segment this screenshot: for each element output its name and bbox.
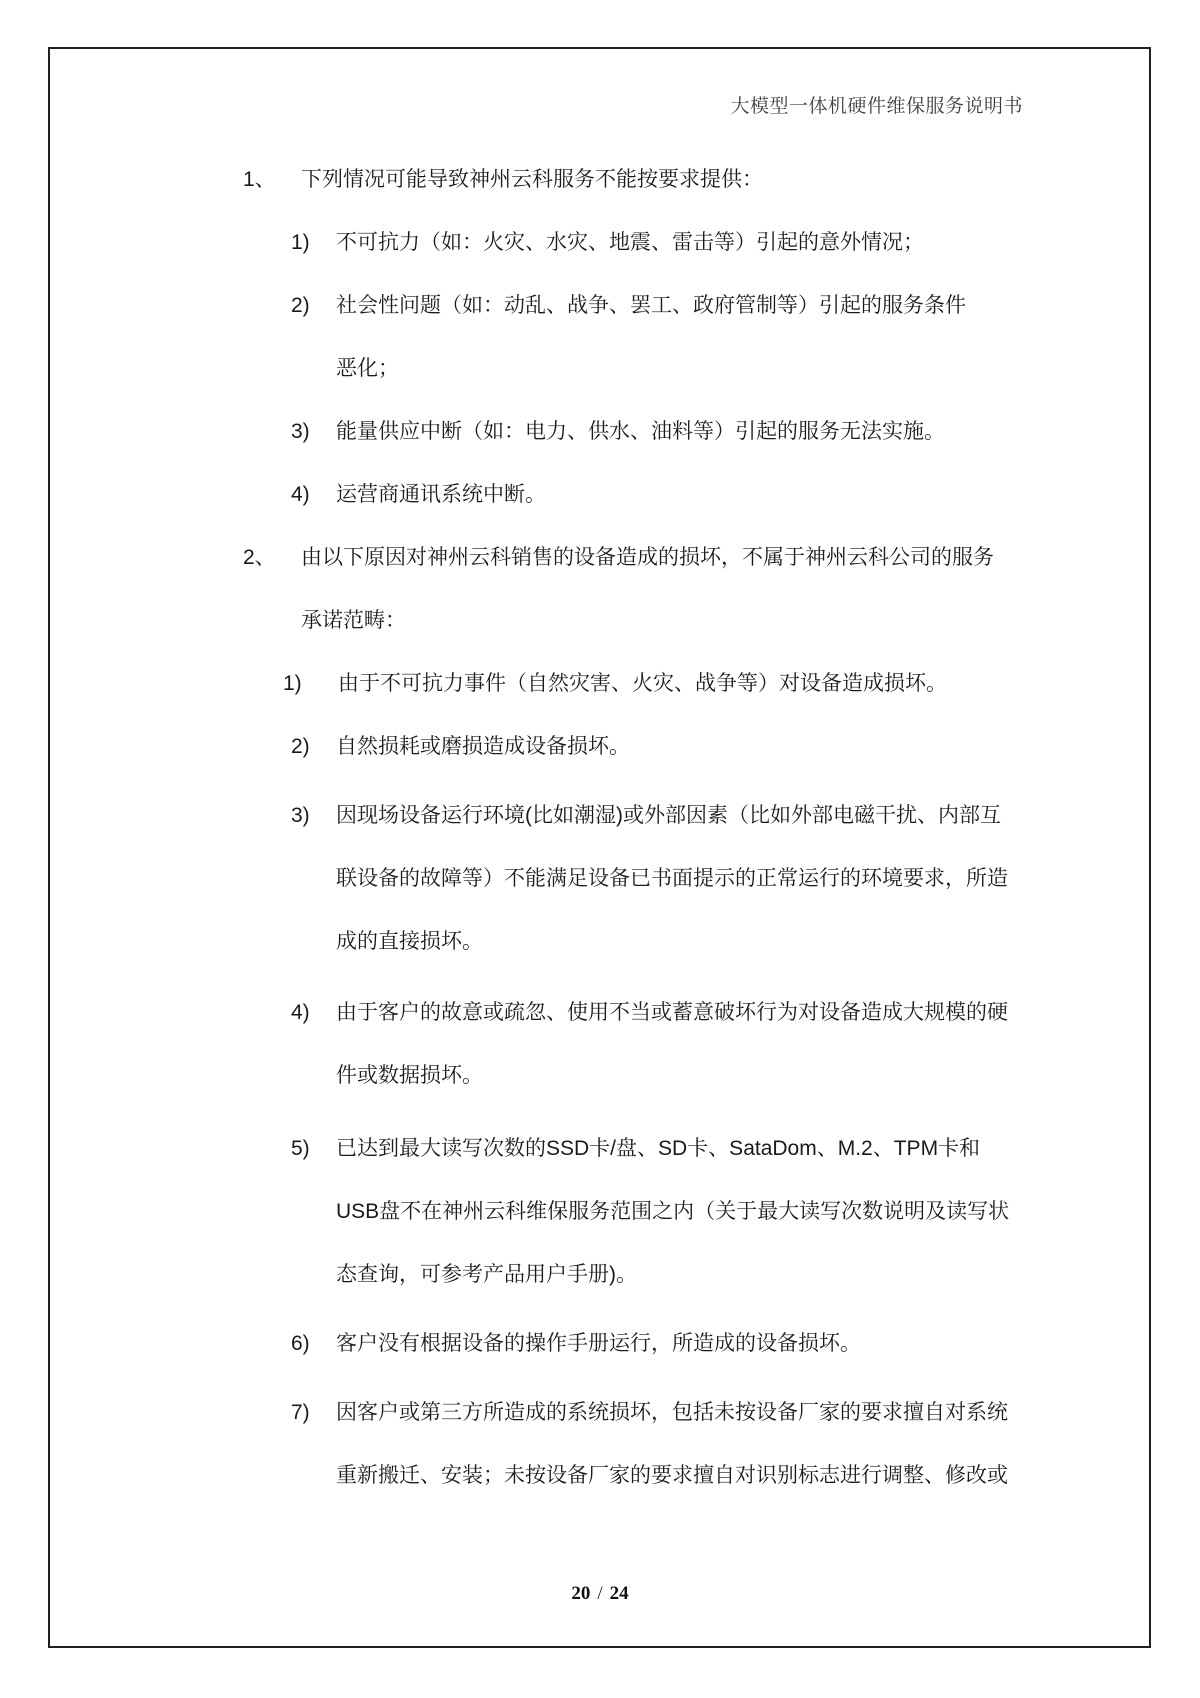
item-line: 恶化； xyxy=(336,357,399,380)
list-item xyxy=(0,211,1200,274)
item-lines xyxy=(0,211,1200,274)
item-line: 成的直接损坏。 xyxy=(336,930,483,953)
list-item xyxy=(0,526,1200,652)
item-line: 不可抗力（如：火灾、水灾、地震、雷击等）引起的意外情况； xyxy=(336,231,924,254)
item-lines xyxy=(0,463,1200,526)
item-line: 自然损耗或磨损造成设备损坏。 xyxy=(336,735,630,758)
list-item xyxy=(0,1312,1200,1375)
item-line: 联设备的故障等）不能满足设备已书面提示的正常运行的环境要求，所造 xyxy=(336,867,1008,890)
item-line: 能量供应中断（如：电力、供水、油料等）引起的服务无法实施。 xyxy=(336,420,945,443)
item-line: 由于不可抗力事件（自然灾害、火灾、战争等）对设备造成损坏。 xyxy=(338,672,947,695)
item-marker: 6) xyxy=(291,1332,310,1355)
item-marker: 4) xyxy=(291,1001,310,1024)
item-marker: 4) xyxy=(291,483,310,506)
item-line: 承诺范畴： xyxy=(301,609,406,632)
item-lines xyxy=(0,526,1200,652)
item-line: 重新搬迁、安装；未按设备厂家的要求擅自对识别标志进行调整、修改或 xyxy=(336,1464,1008,1487)
page-number-separator: / xyxy=(597,1583,603,1604)
list-item xyxy=(0,1381,1200,1507)
list-item xyxy=(0,784,1200,973)
page-number: 20 xyxy=(571,1583,591,1604)
item-marker: 2、 xyxy=(243,546,276,569)
item-line: 因客户或第三方所造成的系统损坏，包括未按设备厂家的要求擅自对系统 xyxy=(336,1401,1008,1424)
item-lines xyxy=(0,652,1200,715)
item-lines xyxy=(0,400,1200,463)
item-lines xyxy=(0,148,1200,211)
item-marker: 2) xyxy=(291,735,310,758)
item-marker: 1) xyxy=(291,231,310,254)
list-item xyxy=(0,981,1200,1107)
list-item xyxy=(0,463,1200,526)
item-line: 客户没有根据设备的操作手册运行，所造成的设备损坏。 xyxy=(336,1332,861,1355)
item-marker: 1) xyxy=(283,672,302,695)
list-item xyxy=(0,715,1200,778)
item-marker: 7) xyxy=(291,1401,310,1424)
item-line: 由以下原因对神州云科销售的设备造成的损坏，不属于神州云科公司的服务 xyxy=(301,546,994,569)
list-item xyxy=(0,1117,1200,1306)
list-item xyxy=(0,274,1200,400)
item-line: 已达到最大读写次数的SSD卡/盘、SD卡、SataDom、M.2、TPM卡和 xyxy=(336,1137,981,1160)
page-footer xyxy=(0,1583,1200,1605)
item-lines xyxy=(0,1381,1200,1507)
item-line: 运营商通讯系统中断。 xyxy=(336,483,546,506)
item-marker: 3) xyxy=(291,804,310,827)
item-line: 件或数据损坏。 xyxy=(336,1064,483,1087)
item-line: 下列情况可能导致神州云科服务不能按要求提供： xyxy=(301,168,763,191)
item-marker: 2) xyxy=(291,294,310,317)
item-line: 由于客户的故意或疏忽、使用不当或蓄意破坏行为对设备造成大规模的硬 xyxy=(336,1001,1008,1024)
list-item xyxy=(0,652,1200,715)
list-item xyxy=(0,148,1200,211)
page-header-title: 大模型一体机硬件维保服务说明书 xyxy=(730,96,1023,117)
item-line: 因现场设备运行环境(比如潮湿)或外部因素（比如外部电磁干扰、内部互 xyxy=(336,804,1001,827)
item-marker: 5) xyxy=(291,1137,310,1160)
document-body xyxy=(0,148,1200,1507)
item-lines xyxy=(0,981,1200,1107)
item-line: 态查询，可参考产品用户手册)。 xyxy=(336,1263,637,1286)
item-marker: 3) xyxy=(291,420,310,443)
item-lines xyxy=(0,784,1200,973)
item-line: USB盘不在神州云科维保服务范围之内（关于最大读写次数说明及读写状 xyxy=(336,1200,1010,1223)
item-marker: 1、 xyxy=(243,168,276,191)
list-item xyxy=(0,400,1200,463)
item-lines xyxy=(0,1312,1200,1375)
item-line: 社会性问题（如：动乱、战争、罢工、政府管制等）引起的服务条件 xyxy=(336,294,966,317)
total-pages: 24 xyxy=(609,1583,629,1604)
item-lines xyxy=(0,1117,1200,1306)
item-lines xyxy=(0,274,1200,400)
item-lines xyxy=(0,715,1200,778)
